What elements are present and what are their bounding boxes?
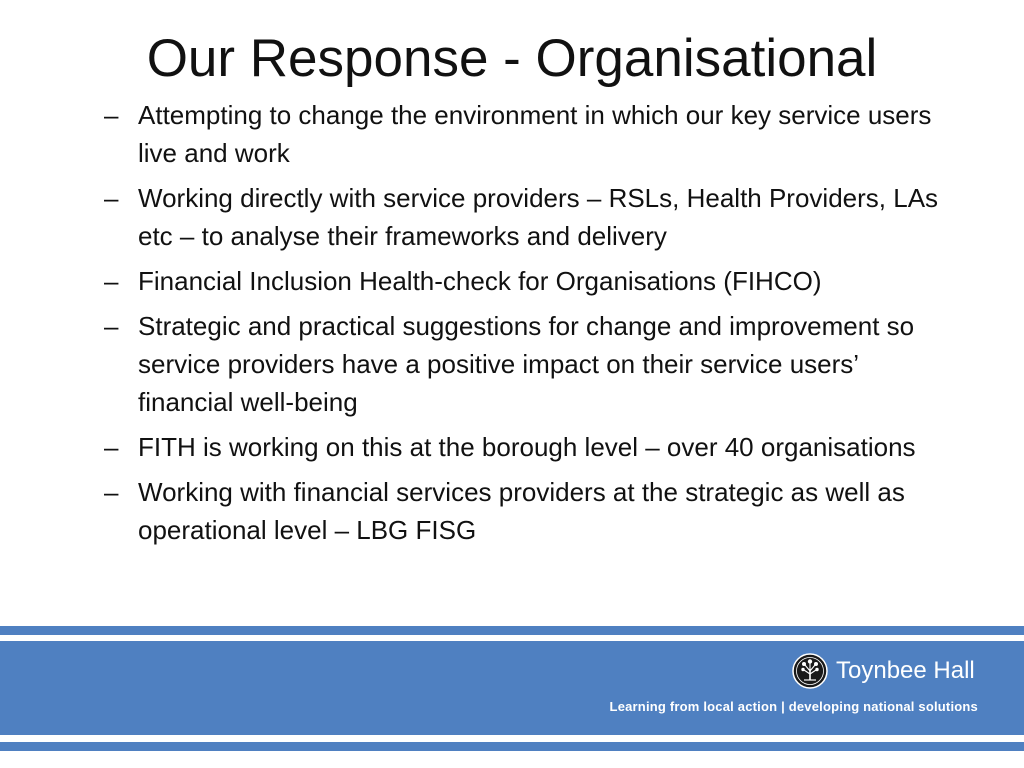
bullet-dash: – [104, 477, 119, 507]
bullet-item [100, 262, 950, 300]
footer-stripe-bottom [0, 742, 1024, 751]
bullet-text: Financial Inclusion Health-check for Organisations (FIHCO) [138, 266, 822, 296]
bullet-item [100, 307, 950, 421]
toynbee-hall-logo [792, 653, 975, 689]
bullet-text: Working with financial services providers at the strategic as well as operational level – LBG FISG [138, 477, 905, 545]
bullet-text: FITH is working on this at the borough level – over 40 organisations [138, 432, 916, 462]
footer-stripe-top [0, 626, 1024, 635]
slide-title: Our Response - Organisational [146, 29, 878, 88]
bullet-dash: – [104, 432, 119, 462]
bullet-text: Working directly with service providers – RSLs, Health Providers, LAs etc – to analyse their frameworks and delivery [138, 183, 939, 251]
bullet-item [100, 428, 950, 466]
bullet-item [100, 179, 950, 255]
footer-tagline: Learning from local action | developing national solutions [609, 699, 978, 714]
bullet-list [100, 96, 950, 556]
bullet-text: Strategic and practical suggestions for change and improvement so service providers have a positive impact on their service users’ financial well-being [138, 311, 915, 417]
logo-text: Toynbee Hall [836, 657, 975, 684]
footer-band [0, 626, 1024, 768]
toynbee-hall-emblem-icon [792, 653, 828, 689]
bullet-dash: – [104, 183, 119, 213]
bullet-dash: – [104, 100, 119, 130]
bullet-item [100, 96, 950, 172]
bullet-dash: – [104, 266, 119, 296]
bullet-item [100, 473, 950, 549]
bullet-dash: – [104, 311, 119, 341]
bullet-text: Attempting to change the environment in which our key service users live and work [138, 100, 932, 168]
